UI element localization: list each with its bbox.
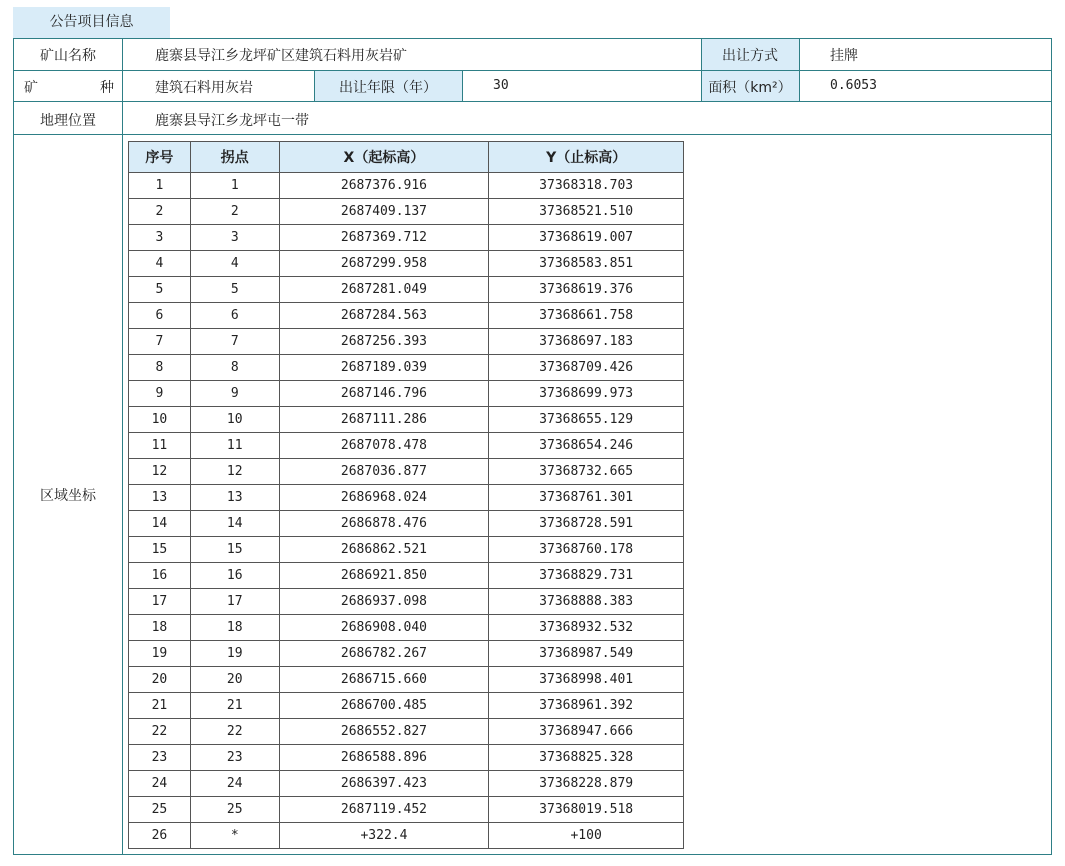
cell-point: 15 xyxy=(190,537,279,563)
cell-seq: 22 xyxy=(129,719,191,745)
coords-label: 区域坐标 xyxy=(40,488,96,504)
table-row xyxy=(129,485,684,511)
cell-y: 37368732.665 xyxy=(489,459,684,485)
cell-point: 21 xyxy=(190,693,279,719)
cell-point: 23 xyxy=(190,745,279,771)
table-row xyxy=(129,303,684,329)
table-row xyxy=(129,719,684,745)
cell-y: 37368521.510 xyxy=(489,199,684,225)
cell-x: 2686397.423 xyxy=(279,771,489,797)
cell-seq: 19 xyxy=(129,641,191,667)
cell-seq: 3 xyxy=(129,225,191,251)
cell-y: 37368947.666 xyxy=(489,719,684,745)
section-tab: 公告项目信息 xyxy=(13,7,170,38)
cell-seq: 1 xyxy=(129,173,191,199)
cell-x: 2687256.393 xyxy=(279,329,489,355)
cell-y: 37368661.758 xyxy=(489,303,684,329)
location-value: 鹿寨县导江乡龙坪屯一带 xyxy=(155,113,309,129)
cell-y: 37368987.549 xyxy=(489,641,684,667)
table-row xyxy=(129,459,684,485)
cell-y: 37368697.183 xyxy=(489,329,684,355)
table-row xyxy=(129,173,684,199)
cell-y: 37368825.328 xyxy=(489,745,684,771)
cell-seq: 14 xyxy=(129,511,191,537)
cell-x: 2686552.827 xyxy=(279,719,489,745)
transfer-method-label: 出让方式 xyxy=(722,48,778,64)
cell-point: 3 xyxy=(190,225,279,251)
cell-y: 37368888.383 xyxy=(489,589,684,615)
cell-seq: 24 xyxy=(129,771,191,797)
table-row xyxy=(129,225,684,251)
cell-x: 2687036.877 xyxy=(279,459,489,485)
cell-seq: 17 xyxy=(129,589,191,615)
header-point: 拐点 xyxy=(190,142,279,173)
mineral-value: 建筑石料用灰岩 xyxy=(155,80,253,96)
cell-point: 1 xyxy=(190,173,279,199)
cell-x: 2687119.452 xyxy=(279,797,489,823)
table-row xyxy=(129,355,684,381)
cell-y: 37368998.401 xyxy=(489,667,684,693)
cell-y: 37368728.591 xyxy=(489,511,684,537)
cell-x: 2687281.049 xyxy=(279,277,489,303)
cell-seq: 9 xyxy=(129,381,191,407)
cell-x: 2686862.521 xyxy=(279,537,489,563)
mine-name-label: 矿山名称 xyxy=(40,48,96,64)
table-row xyxy=(129,433,684,459)
cell-point: 12 xyxy=(190,459,279,485)
cell-seq: 7 xyxy=(129,329,191,355)
cell-x: 2687299.958 xyxy=(279,251,489,277)
cell-y: 37368228.879 xyxy=(489,771,684,797)
table-row xyxy=(129,199,684,225)
cell-seq: 16 xyxy=(129,563,191,589)
cell-seq: 23 xyxy=(129,745,191,771)
cell-x: 2686588.896 xyxy=(279,745,489,771)
transfer-years-value: 30 xyxy=(493,78,509,93)
cell-point: 2 xyxy=(190,199,279,225)
table-row xyxy=(129,693,684,719)
cell-point: 7 xyxy=(190,329,279,355)
cell-x: 2687146.796 xyxy=(279,381,489,407)
cell-seq: 20 xyxy=(129,667,191,693)
cell-point: 20 xyxy=(190,667,279,693)
cell-point: 13 xyxy=(190,485,279,511)
header-x: X（起标高） xyxy=(279,142,489,173)
transfer-method-value: 挂牌 xyxy=(830,48,858,64)
cell-seq: 5 xyxy=(129,277,191,303)
cell-point: 16 xyxy=(190,563,279,589)
header-y: Y（止标高） xyxy=(489,142,684,173)
table-row xyxy=(129,797,684,823)
cell-point: 8 xyxy=(190,355,279,381)
table-row xyxy=(129,771,684,797)
cell-x: 2686782.267 xyxy=(279,641,489,667)
cell-y: 37368699.973 xyxy=(489,381,684,407)
cell-point: 18 xyxy=(190,615,279,641)
table-row xyxy=(129,615,684,641)
table-row xyxy=(129,537,684,563)
cell-point: 22 xyxy=(190,719,279,745)
cell-x: 2686937.098 xyxy=(279,589,489,615)
cell-seq: 25 xyxy=(129,797,191,823)
cell-seq: 13 xyxy=(129,485,191,511)
cell-x: 2686878.476 xyxy=(279,511,489,537)
cell-x: 2687409.137 xyxy=(279,199,489,225)
area-value: 0.6053 xyxy=(830,78,877,93)
mineral-label-char2: 种 xyxy=(100,80,114,96)
table-row xyxy=(129,823,684,849)
table-row xyxy=(129,745,684,771)
cell-y: 37368961.392 xyxy=(489,693,684,719)
cell-y: 37368583.851 xyxy=(489,251,684,277)
cell-x: 2686908.040 xyxy=(279,615,489,641)
cell-x: +322.4 xyxy=(279,823,489,849)
location-label: 地理位置 xyxy=(40,113,96,129)
cell-x: 2687078.478 xyxy=(279,433,489,459)
transfer-years-label: 出让年限（年） xyxy=(339,80,437,96)
cell-point: 14 xyxy=(190,511,279,537)
area-label: 面积（km²） xyxy=(708,80,792,96)
cell-x: 2687189.039 xyxy=(279,355,489,381)
cell-point: 19 xyxy=(190,641,279,667)
cell-point: 17 xyxy=(190,589,279,615)
table-row xyxy=(129,667,684,693)
cell-point: 9 xyxy=(190,381,279,407)
cell-y: 37368932.532 xyxy=(489,615,684,641)
cell-seq: 15 xyxy=(129,537,191,563)
cell-point: 24 xyxy=(190,771,279,797)
table-row xyxy=(129,277,684,303)
cell-seq: 10 xyxy=(129,407,191,433)
cell-y: 37368829.731 xyxy=(489,563,684,589)
cell-point: 4 xyxy=(190,251,279,277)
table-row xyxy=(129,563,684,589)
cell-seq: 2 xyxy=(129,199,191,225)
table-row xyxy=(129,381,684,407)
cell-seq: 21 xyxy=(129,693,191,719)
table-row xyxy=(129,329,684,355)
cell-point: 11 xyxy=(190,433,279,459)
table-row xyxy=(129,589,684,615)
cell-y: 37368654.246 xyxy=(489,433,684,459)
table-row xyxy=(129,251,684,277)
cell-x: 2687111.286 xyxy=(279,407,489,433)
cell-y: 37368619.007 xyxy=(489,225,684,251)
cell-x: 2687369.712 xyxy=(279,225,489,251)
cell-y: 37368760.178 xyxy=(489,537,684,563)
mine-name-value: 鹿寨县导江乡龙坪矿区建筑石料用灰岩矿 xyxy=(155,48,407,64)
cell-point: 25 xyxy=(190,797,279,823)
cell-y: +100 xyxy=(489,823,684,849)
cell-y: 37368619.376 xyxy=(489,277,684,303)
cell-x: 2686968.024 xyxy=(279,485,489,511)
cell-seq: 18 xyxy=(129,615,191,641)
coordinate-table-header xyxy=(129,142,684,173)
table-row xyxy=(129,641,684,667)
cell-point: 6 xyxy=(190,303,279,329)
cell-y: 37368709.426 xyxy=(489,355,684,381)
cell-y: 37368655.129 xyxy=(489,407,684,433)
cell-seq: 6 xyxy=(129,303,191,329)
cell-x: 2687376.916 xyxy=(279,173,489,199)
header-seq: 序号 xyxy=(129,142,191,173)
mineral-label-char1: 矿 xyxy=(24,80,38,96)
cell-seq: 11 xyxy=(129,433,191,459)
cell-point: 5 xyxy=(190,277,279,303)
coordinate-table xyxy=(128,141,684,849)
cell-seq: 8 xyxy=(129,355,191,381)
table-row xyxy=(129,511,684,537)
cell-y: 37368761.301 xyxy=(489,485,684,511)
cell-y: 37368318.703 xyxy=(489,173,684,199)
cell-point: 10 xyxy=(190,407,279,433)
cell-y: 37368019.518 xyxy=(489,797,684,823)
cell-x: 2686921.850 xyxy=(279,563,489,589)
table-row xyxy=(129,407,684,433)
cell-seq: 26 xyxy=(129,823,191,849)
cell-seq: 12 xyxy=(129,459,191,485)
cell-seq: 4 xyxy=(129,251,191,277)
cell-x: 2686715.660 xyxy=(279,667,489,693)
cell-point: * xyxy=(190,823,279,849)
cell-x: 2687284.563 xyxy=(279,303,489,329)
cell-x: 2686700.485 xyxy=(279,693,489,719)
